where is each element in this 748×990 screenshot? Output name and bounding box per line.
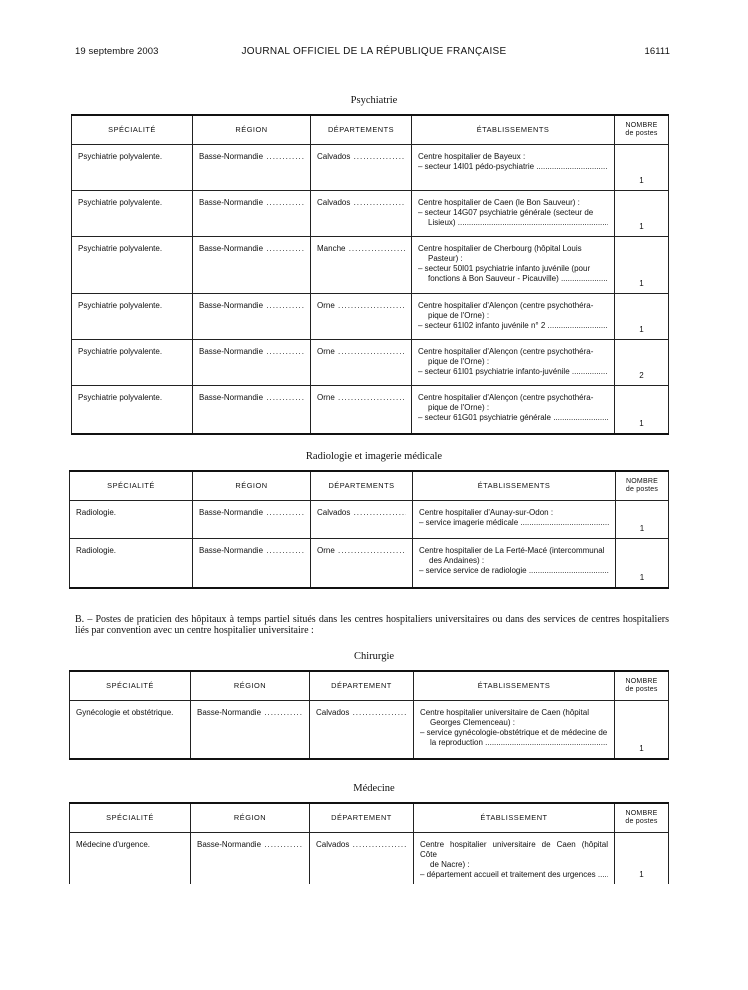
cell-specialite: Psychiatrie polyvalente. (72, 340, 193, 386)
etablissement-line: fonctions à Bon Sauveur - Picauville) ..... (418, 274, 608, 284)
cell-etablissements (413, 501, 616, 539)
cell-nombre: 1 (615, 833, 669, 885)
cell-departement: Orne ..... (311, 340, 412, 386)
col-header-nombre: NOMBRE de postes (615, 803, 669, 833)
etablissement-line: – secteur 50I01 psychiatrie infanto juvénile (pour (418, 264, 591, 273)
section-title-psychiatrie: Psychiatrie (350, 95, 398, 106)
col-header-nombre: NOMBRE de postes (615, 115, 669, 145)
cell-departement: Calvados ..... (311, 145, 412, 191)
cell-region: Basse-Normandie ..... (193, 340, 311, 386)
etablissement-line: Centre hospitalier universitaire de Caen (hôpital (420, 708, 589, 717)
cell-etablissements (413, 539, 616, 588)
cell-nombre: 1 (615, 145, 669, 191)
cell-specialite: Psychiatrie polyvalente. (72, 191, 193, 237)
cell-specialite: Psychiatrie polyvalente. (72, 386, 193, 434)
section-title-radiologie: Radiologie et imagerie médicale (305, 451, 443, 462)
cell-departement: Orne ..... (311, 294, 412, 340)
etablissement-line: Pasteur) : (428, 254, 463, 263)
cell-region: Basse-Normandie ..... (193, 145, 311, 191)
etablissement-line: – secteur 14I01 pédo-psychiatrie ..... (418, 162, 608, 172)
col-header-departements: DÉPARTEMENTS (311, 115, 412, 145)
cell-specialite: Gynécologie et obstétrique. (70, 701, 191, 759)
col-header-etablissements: ÉTABLISSEMENTS (412, 115, 615, 145)
etablissement-line: pique de l'Orne) : (428, 311, 490, 320)
table-row (70, 539, 669, 588)
cell-nombre: 1 (615, 191, 669, 237)
cell-nombre: 1 (615, 237, 669, 294)
cell-region: Basse-Normandie ..... (191, 833, 310, 885)
cell-departement: Calvados ..... (311, 501, 413, 539)
table-row (72, 237, 669, 294)
cell-departement: Orne ..... (311, 539, 413, 588)
etablissement-line: – secteur 61I01 psychiatrie infanto-juvénile ..... (418, 367, 608, 377)
etablissement-line: – service service de radiologie ..... (419, 566, 609, 576)
etablissement-line: – secteur 61G01 psychiatrie générale ..... (418, 413, 608, 423)
col-header-region: RÉGION (193, 115, 311, 145)
table-row (72, 191, 669, 237)
etablissement-line: Centre hospitalier de Bayeux : (418, 152, 526, 161)
col-header-specialite: SPÉCIALITÉ (72, 115, 193, 145)
etablissement-line: – secteur 61I02 infanto juvénile n° 2 ..... (418, 321, 608, 331)
section-title-medecine: Médecine (353, 783, 395, 794)
table-row (70, 701, 669, 759)
col-header-departements: DÉPARTEMENTS (311, 471, 413, 501)
cell-specialite: Radiologie. (70, 539, 193, 588)
col-header-nombre: NOMBRE de postes (616, 471, 669, 501)
cell-region: Basse-Normandie ..... (193, 539, 311, 588)
etablissement-line: Georges Clemenceau) : (430, 718, 515, 727)
etablissement-line: pique de l'Orne) : (428, 357, 490, 366)
section-title-chirurgie: Chirurgie (353, 651, 395, 662)
cell-etablissements (412, 237, 615, 294)
etablissement-line: Centre hospitalier d'Alençon (centre psychothéra- (418, 393, 594, 402)
cell-nombre: 1 (615, 294, 669, 340)
cell-region: Basse-Normandie ..... (193, 191, 311, 237)
cell-region: Basse-Normandie ..... (193, 294, 311, 340)
etablissement-line: Centre hospitalier de Cherbourg (hôpital Louis (418, 244, 582, 253)
etablissement-line: – secteur 14G07 psychiatrie générale (secteur de (418, 208, 594, 217)
publication-date: 19 septembre 2003 (75, 46, 159, 57)
cell-nombre: 2 (615, 340, 669, 386)
cell-departement: Orne ..... (311, 386, 412, 434)
table-chirurgie (69, 670, 669, 760)
cell-region: Basse-Normandie ..... (193, 501, 311, 539)
table-radiologie (69, 470, 669, 589)
table-row (72, 340, 669, 386)
col-header-region: RÉGION (193, 471, 311, 501)
etablissement-line: Centre hospitalier de Caen (le Bon Sauveur) : (418, 198, 580, 207)
col-header-departement: DÉPARTEMENT (310, 803, 414, 833)
cell-specialite: Psychiatrie polyvalente. (72, 145, 193, 191)
etablissement-line: Centre hospitalier universitaire de Caen (hôpital Côte (420, 840, 608, 859)
etablissement-line: Centre hospitalier d'Alençon (centre psychothéra- (418, 301, 594, 310)
table-row (72, 294, 669, 340)
cell-nombre: 1 (615, 701, 669, 759)
table-row (70, 501, 669, 539)
col-header-specialite: SPÉCIALITÉ (70, 471, 193, 501)
table-row (72, 145, 669, 191)
col-header-nombre: NOMBRE de postes (615, 671, 669, 701)
etablissement-line: Lisieux) ..... (418, 218, 608, 228)
cell-region: Basse-Normandie ..... (193, 237, 311, 294)
cell-specialite: Psychiatrie polyvalente. (72, 237, 193, 294)
cell-region: Basse-Normandie ..... (191, 701, 310, 759)
journal-title: JOURNAL OFFICIEL DE LA RÉPUBLIQUE FRANÇAISE (241, 46, 507, 57)
col-header-etablissements: ÉTABLISSEMENTS (413, 471, 616, 501)
etablissement-line: Centre hospitalier de La Ferté-Macé (intercommunal (419, 546, 605, 555)
etablissement-line: la reproduction ..... (420, 738, 608, 748)
cell-etablissements (412, 386, 615, 434)
table-psychiatrie (71, 114, 669, 435)
etablissement-line: – département accueil et traitement des urgences ..... (420, 870, 608, 880)
cell-departement: Calvados ..... (310, 833, 414, 885)
col-header-specialite: SPÉCIALITÉ (70, 803, 191, 833)
cell-departement: Manche ..... (311, 237, 412, 294)
cell-departement: Calvados ..... (310, 701, 414, 759)
cell-nombre: 1 (616, 501, 669, 539)
cell-etablissements (414, 833, 615, 885)
etablissement-line: pique de l'Orne) : (428, 403, 490, 412)
cell-etablissements (414, 701, 615, 759)
cell-etablissements (412, 145, 615, 191)
etablissement-line: de Nacre) : (430, 860, 470, 869)
col-header-region: RÉGION (191, 671, 310, 701)
cell-etablissements (412, 191, 615, 237)
etablissement-line: Centre hospitalier d'Aunay-sur-Odon : (419, 508, 554, 517)
cell-specialite: Psychiatrie polyvalente. (72, 294, 193, 340)
etablissement-line: – service imagerie médicale ..... (419, 518, 609, 528)
table-row (72, 386, 669, 434)
cell-nombre: 1 (615, 386, 669, 434)
etablissement-line: – service gynécologie-obstétrique et de médecine de (420, 728, 608, 737)
etablissement-line: Centre hospitalier d'Alençon (centre psychothéra- (418, 347, 594, 356)
col-header-departement: DÉPARTEMENT (310, 671, 414, 701)
cell-region: Basse-Normandie ..... (193, 386, 311, 434)
col-header-region: RÉGION (191, 803, 310, 833)
col-header-specialite: SPÉCIALITÉ (70, 671, 191, 701)
cell-specialite: Médecine d'urgence. (70, 833, 191, 885)
cell-etablissements (412, 340, 615, 386)
page-number: 16111 (644, 46, 670, 57)
table-medecine (69, 802, 669, 884)
cell-specialite: Radiologie. (70, 501, 193, 539)
etablissement-line: des Andaines) : (429, 556, 485, 565)
cell-nombre: 1 (616, 539, 669, 588)
cell-departement: Calvados ..... (311, 191, 412, 237)
paragraph-b: B. – Postes de praticien des hôpitaux à temps partiel situés dans les centres hospitaliers universitaires ou dans des services de centres hospitaliers liés par convention avec un centre hospitalier universitaire : (75, 614, 669, 636)
cell-etablissements (412, 294, 615, 340)
col-header-etablissement: ÉTABLISSEMENT (414, 803, 615, 833)
col-header-etablissements: ÉTABLISSEMENTS (414, 671, 615, 701)
table-row (70, 833, 669, 885)
